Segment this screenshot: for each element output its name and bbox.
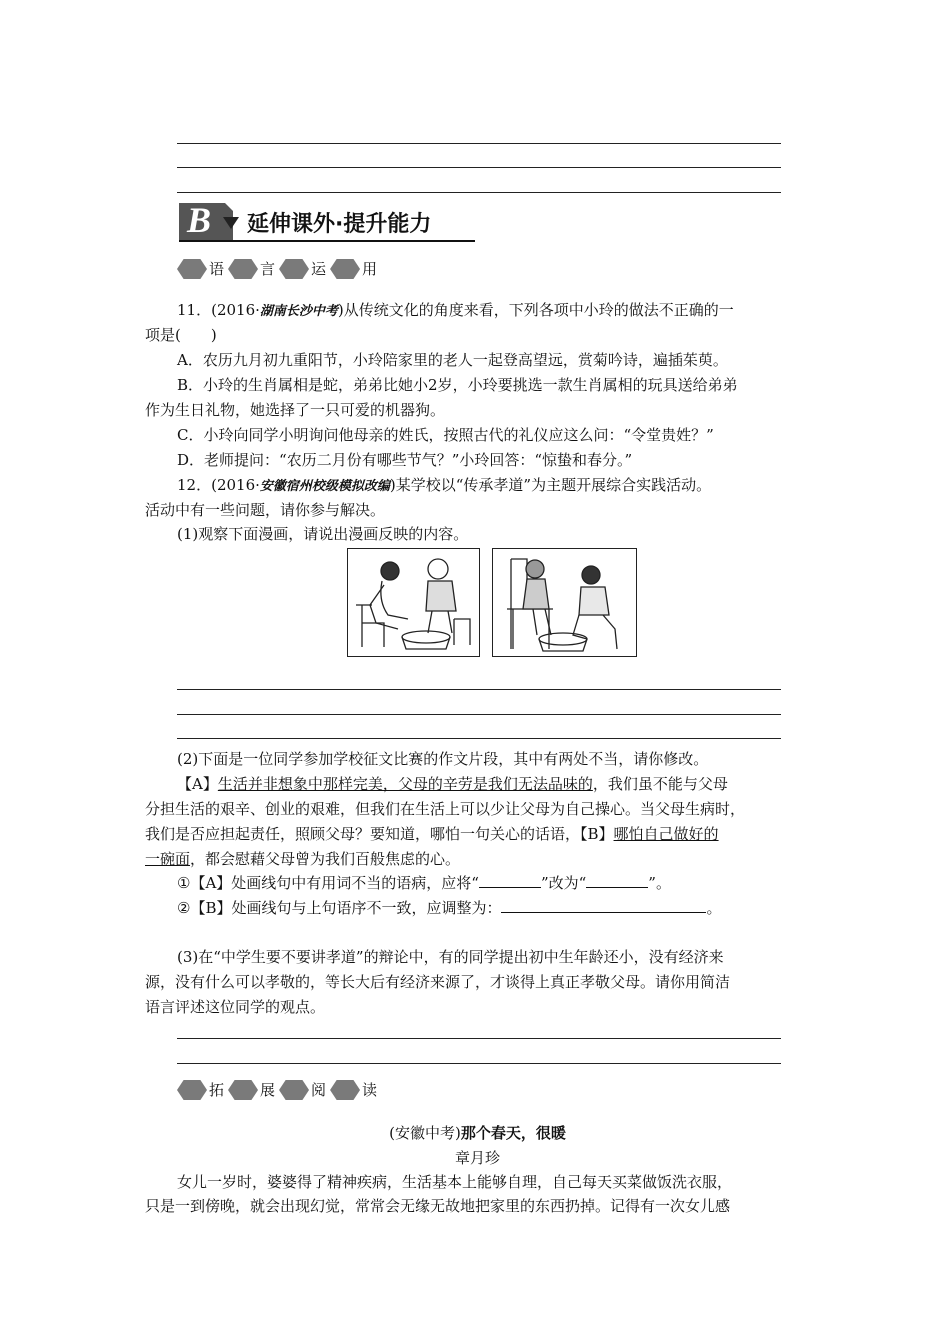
- q12-part3-cont: 源，没有什么可以孝敬的，等长大后有经济来源了，才谈得上真正孝敬父母。请你用简洁: [145, 973, 731, 991]
- answer-line: [177, 1038, 781, 1039]
- hex-icon: [279, 1080, 309, 1100]
- q12-part2: (2)下面是一位同学参加学校征文比赛的作文片段，其中有两处不当，请你修改。: [177, 750, 709, 768]
- hex-icon: [330, 259, 360, 279]
- q12-part3: (3)在“中学生要不要讲孝道”的辩论中，有的同学提出初中生年龄还小，没有经济来: [177, 948, 724, 966]
- passage-line: 分担生活的艰辛、创业的艰难，但我们在生活上可以少让父母为自己操心。当父母生病时，: [145, 800, 746, 818]
- q11-option-c: C．小玲向同学小明询问他母亲的姓氏，按照古代的礼仪应这么问：“令堂贵姓？”: [177, 426, 714, 444]
- hex-label: 阅: [311, 1081, 327, 1099]
- q11-stem-cont: 项是( ): [145, 326, 217, 344]
- q12-stem-cont: 活动中有一些问题，请你参与解决。: [145, 501, 386, 519]
- passage-line: 一碗面，都会慰藉父母曾为我们百般焦虑的心。: [145, 850, 461, 868]
- q12-part3-cont: 语言评述这位同学的观点。: [145, 998, 326, 1016]
- article-title: (安徽中考)那个春天，很暖: [389, 1124, 566, 1142]
- section-letter: B: [187, 200, 212, 240]
- section-header: [177, 201, 477, 241]
- hex-icon: [228, 259, 258, 279]
- q12-sub1: ①【A】处画线句中有用词不当的语病，应将“ ”改为“ ”。: [177, 874, 671, 892]
- underlined-sentence-a: 生活并非想象中那样完美，父母的辛劳是我们无法品味的: [217, 775, 593, 793]
- answer-line: [177, 1063, 781, 1064]
- hex-label: 运: [311, 260, 327, 278]
- hex-label: 言: [260, 260, 276, 278]
- passage-line: 我们是否应担起责任，照顾父母？要知道，哪怕一句关心的话语，【B】哪怕自己做好的: [145, 825, 719, 843]
- hex-icon: [330, 1080, 360, 1100]
- hex-icon: [177, 259, 207, 279]
- answer-line: [177, 167, 781, 168]
- hex-icon: [228, 1080, 258, 1100]
- q12-sub2: ②【B】处画线句与上句语序不一致，应调整为： 。: [177, 899, 722, 917]
- answer-line: [177, 192, 781, 193]
- answer-line: [177, 714, 781, 715]
- cartoon-mother-washing-child-feet: [347, 548, 480, 657]
- hex-label: 拓: [209, 1081, 225, 1099]
- answer-line: [177, 689, 781, 690]
- underlined-sentence-b: 哪怕自己做好的: [613, 825, 719, 843]
- q12-stem: 12．(2016·安徽宿州校级模拟改编)某学校以“传承孝道”为主题开展综合实践活动。: [177, 476, 712, 494]
- q12-part1: (1)观察下面漫画，请说出漫画反映的内容。: [177, 525, 469, 543]
- answer-line: [177, 143, 781, 144]
- hex-icon: [279, 259, 309, 279]
- section-title: 延伸课外·提升能力: [247, 212, 432, 237]
- hex-label: 读: [362, 1081, 378, 1099]
- q11-option-b-cont: 作为生日礼物，她选择了一只可爱的机器狗。: [145, 401, 446, 419]
- answer-blank[interactable]: [586, 873, 648, 888]
- subsection-language-use: [177, 253, 381, 279]
- answer-line: [177, 738, 781, 739]
- article-author: 章月珍: [454, 1149, 500, 1167]
- hex-icon: [177, 1080, 207, 1100]
- answer-blank[interactable]: [479, 873, 541, 888]
- cartoon-son-washing-mother-feet: [492, 548, 637, 657]
- article-line: 只是一到傍晚，就会出现幻觉，常常会无缘无故地把家里的东西扔掉。记得有一次女儿感: [145, 1197, 731, 1215]
- q11-option-d: D．老师提问：“农历二月份有哪些节气？”小玲回答：“惊蛰和春分。”: [177, 451, 633, 469]
- q11-option-a: A．农历九月初九重阳节，小玲陪家里的老人一起登高望远，赏菊吟诗，遍插茱萸。: [177, 351, 728, 369]
- hex-label: 语: [209, 260, 225, 278]
- answer-blank[interactable]: [501, 898, 706, 913]
- passage-line: 【A】生活并非想象中那样完美，父母的辛劳是我们无法品味的，我们虽不能与父母: [177, 775, 728, 793]
- underlined-sentence-b-cont: 一碗面: [145, 850, 191, 868]
- article-line: 女儿一岁时，婆婆得了精神疾病，生活基本上能够自理，自己每天买菜做饭洗衣服，: [177, 1173, 733, 1191]
- hex-label: 用: [362, 260, 378, 278]
- hex-label: 展: [260, 1081, 276, 1099]
- subsection-extended-reading: [177, 1074, 381, 1100]
- q11-option-b: B．小玲的生肖属相是蛇，弟弟比她小2岁，小玲要挑选一款生肖属相的玩具送给弟弟: [177, 376, 738, 394]
- q11-stem: 11．(2016·湖南长沙中考)从传统文化的角度来看，下列各项中小玲的做法不正确的一: [177, 301, 734, 319]
